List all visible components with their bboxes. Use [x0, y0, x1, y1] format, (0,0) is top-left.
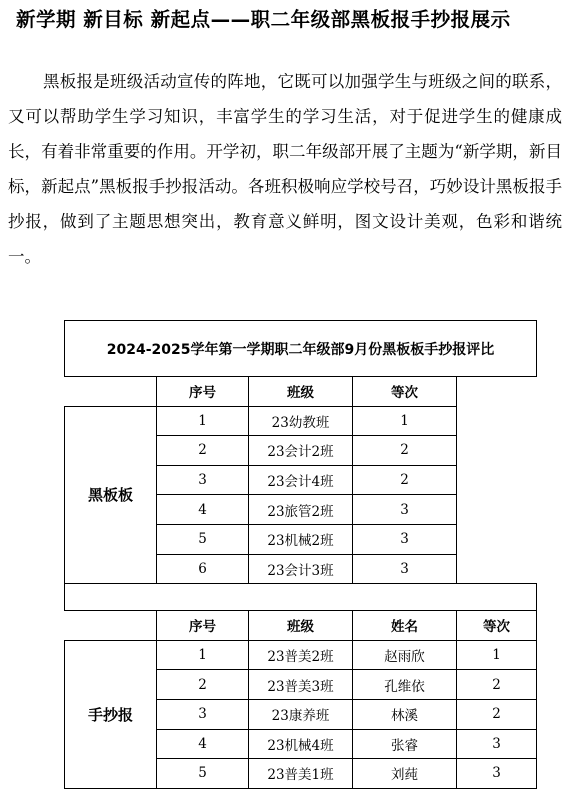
blackboard-header-row: [65, 377, 537, 407]
cell-seq: 1: [157, 406, 249, 436]
header-class: 班级: [249, 611, 353, 641]
cell-rank: 3: [353, 524, 457, 554]
cell-rank: 3: [457, 729, 537, 759]
cell-class: 23康养班: [249, 699, 353, 729]
cell-name: 孔维依: [353, 670, 457, 700]
cell-rank: 1: [457, 640, 537, 670]
cell-seq: 5: [157, 524, 249, 554]
intro-paragraph: 黑板报是班级活动宣传的阵地，它既可以加强学生与班级之间的联系，又可以帮助学生学习知识，丰富学生的学习生活，对于促进学生的健康成长，有着非常重要的作用。开学初，职二年级部开展了主题为“新学期，新目标，新起点”黑板报手抄报活动。各班积极响应学校号召，巧妙设计黑板报手抄报，做到了主题思想突出，教育意义鲜明，图文设计美观，色彩和谐统一。: [8, 72, 562, 266]
cell-seq: 1: [157, 640, 249, 670]
cell-rank: 2: [353, 436, 457, 466]
table-row: [65, 640, 537, 670]
cell-rank: 2: [353, 465, 457, 495]
cell-seq: 3: [157, 465, 249, 495]
header-rank: 等次: [457, 611, 537, 641]
table-row: [65, 406, 537, 436]
cell-class: 23会计3班: [249, 554, 353, 584]
header-seq: 序号: [157, 377, 249, 407]
cell-rank: 2: [457, 699, 537, 729]
cell-class: 23机械2班: [249, 524, 353, 554]
results-table: [64, 320, 537, 789]
group-label-handwritten: 手抄报: [65, 640, 157, 788]
cell-seq: 2: [157, 436, 249, 466]
cell-class: 23普美1班: [249, 759, 353, 789]
cell-rank: 1: [353, 406, 457, 436]
cell-rank: 2: [457, 670, 537, 700]
cell-seq: 2: [157, 670, 249, 700]
cell-rank: 3: [353, 554, 457, 584]
header-name: 姓名: [353, 611, 457, 641]
cell-name: 刘莼: [353, 759, 457, 789]
cell-class: 23会计2班: [249, 436, 353, 466]
cell-class: 23普美3班: [249, 670, 353, 700]
cell-name: 张睿: [353, 729, 457, 759]
cell-seq: 4: [157, 729, 249, 759]
caption-row: [65, 321, 537, 377]
group-label-blackboard: 黑板板: [65, 406, 157, 584]
cell-name: 赵雨欣: [353, 640, 457, 670]
header-seq: 序号: [157, 611, 249, 641]
cell-class: 23会计4班: [249, 465, 353, 495]
cell-class: 23旅管2班: [249, 495, 353, 525]
cell-rank: 3: [353, 495, 457, 525]
table-caption: 2024-2025学年第一学期职二年级部9月份黑板板手抄报评比: [65, 321, 537, 377]
cell-seq: 6: [157, 554, 249, 584]
page-title: 新学期 新目标 新起点——职二年级部黑板报手抄报展示: [16, 8, 511, 31]
cell-class: 23机械4班: [249, 729, 353, 759]
header-rank: 等次: [353, 377, 457, 407]
handwritten-header-row: [65, 611, 537, 641]
cell-class: 23普美2班: [249, 640, 353, 670]
cell-seq: 4: [157, 495, 249, 525]
cell-seq: 3: [157, 699, 249, 729]
cell-rank: 3: [457, 759, 537, 789]
cell-name: 林溪: [353, 699, 457, 729]
cell-class: 23幼教班: [249, 406, 353, 436]
spacer-row: [65, 584, 537, 611]
cell-seq: 5: [157, 759, 249, 789]
header-class: 班级: [249, 377, 353, 407]
